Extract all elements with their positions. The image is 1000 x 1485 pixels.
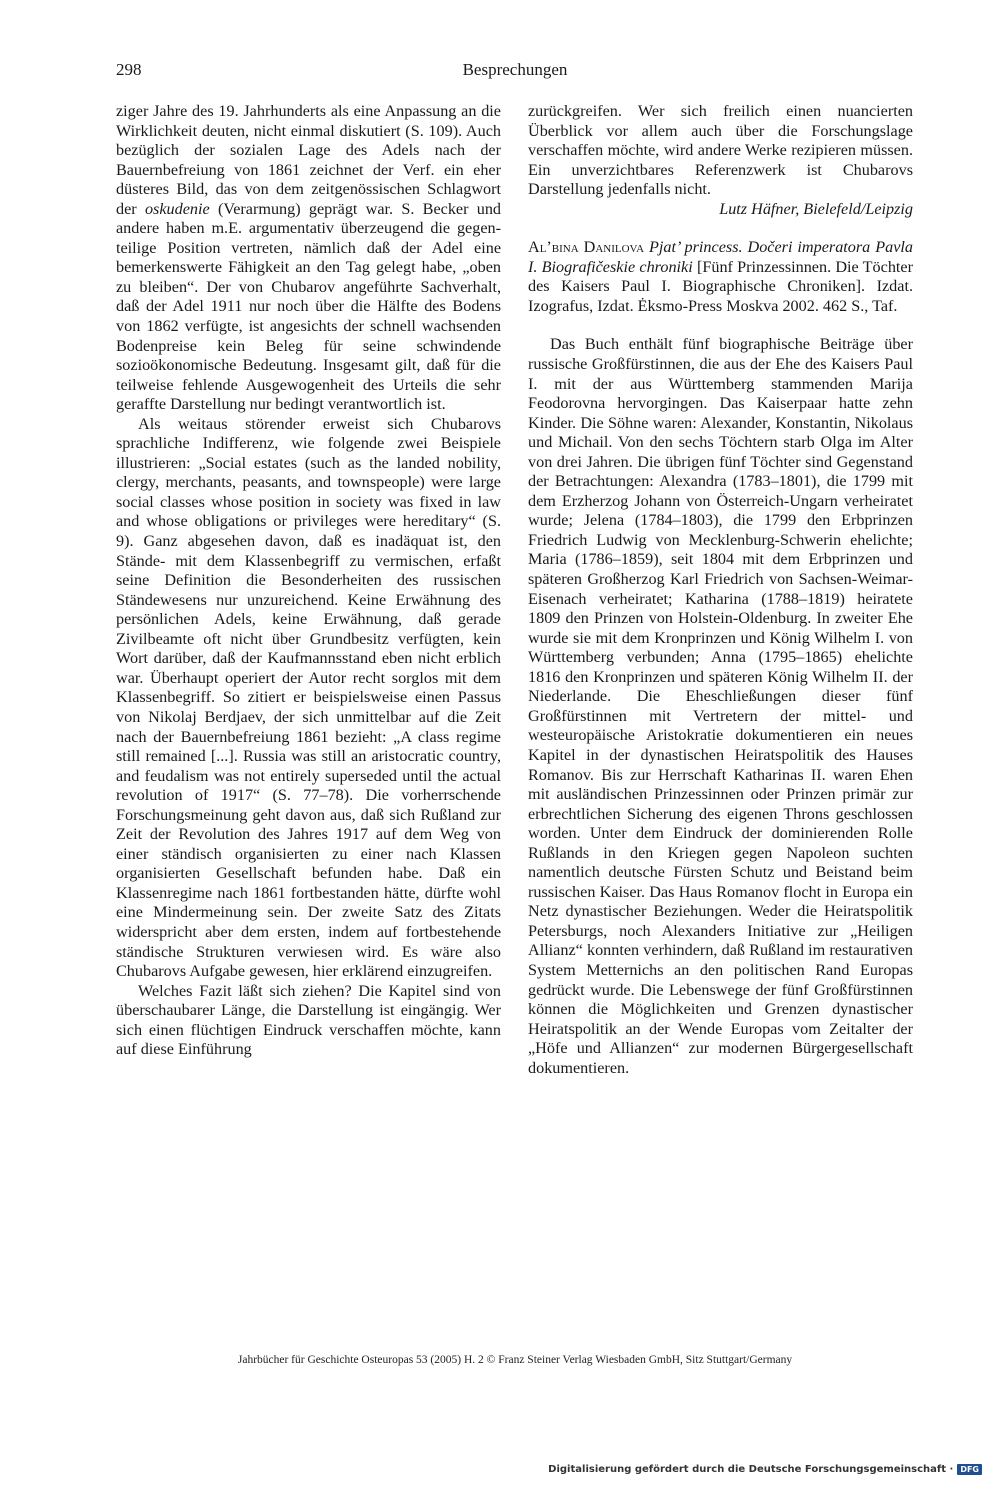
- dfg-logo-icon: DFG: [957, 1464, 982, 1475]
- left-paragraph-3: Welches Fazit läßt sich ziehen? Die Kapitel sind von überschaubarer Länge, die Darstellung ist eingängig. Wer sich einen flüchtigen Eindruck verschaffen möchte, kann auf diese Einführung: [116, 981, 501, 1059]
- dfg-text: Digitalisierung gefördert durch die Deutsche Forschungsgemeinschaft ·: [548, 1464, 954, 1475]
- reviewer-signature: Lutz Häfner, Bielefeld/Leipzig: [719, 199, 913, 218]
- left-p1-italic: oskudenie: [144, 199, 210, 218]
- left-column: [116, 102, 501, 1060]
- review-author: Al’bina Danilova: [528, 238, 645, 257]
- left-p1-end: (Verarmung) geprägt war. S. Becker und andere haben m.E. argumentativ überzeugend die gegenteilige Position vertreten, nämlich daß der Adel eine bemerkenswerte Fähigkeit an den Tag gelegt habe, „oben zu bleiben“. Der von Chubarov angeführte Sachverhalt, daß der Adel 1911 nur noch über die Hälfte des Bodens von 1862 verfügte, ist angesichts der schnell wachsenden Bodenpreise kein Beleg für seine schwindende sozioökonomische Bedeutung. Insgesamt gilt, daß für die teilweise fehlende Ausgewogenheit des Urteils die sehr geraffte Darstellung nur bedingt verantwortlich ist.: [116, 199, 502, 414]
- left-p1-text: ziger Jahre des 19. Jahrhunderts als eine Anpassung an die Wirklichkeit deuten, nicht einmal diskutiert (S. 109). Auch bezüglich der sozialen Lage des Adels nach der Bauernbefreiung von 1861 zeichnet der Verf. ein eher düsteres Bild, das von dem zeitgenössischen Schlagwort der: [116, 102, 501, 218]
- review-title: Pjat’ princess. Dočeri imperatora Pavla I. Biografičeskie chroniki: [528, 238, 913, 276]
- left-paragraph-1: [116, 102, 501, 415]
- right-paragraph-1: zurückgreifen. Wer sich freilich einen nuancierten Überblick vor allem auch über die Forschungslage verschaffen möchte, wird andere Werke rezipieren müssen. Ein unverzichtbares Referenzwerk ist Chubarovs Darstellung jedenfalls nicht.: [528, 102, 913, 199]
- journal-citation: Jahrbücher für Geschichte Osteuropas 53 (2005) H. 2 © Franz Steiner Verlag Wiesbaden GmbH, Sitz Stuttgart/Germany: [237, 1354, 793, 1366]
- dfg-funding-note: [548, 1464, 982, 1475]
- review-heading: [528, 238, 913, 316]
- review-details: [Fünf Prinzessinnen. Die Töchter des Kaisers Paul I. Biographische Chroniken]. Izdat. Izografus, Izdat. Ėksmo-Press Moskva 2002. 462 S., Taf.: [528, 257, 913, 315]
- left-paragraph-2: Als weitaus störender erweist sich Chubarovs sprachliche Indifferenz, wie folgende zwei Beispiele illustrieren: „Social estates (such as the landed nobility, clergy, merchants, peasants, and townspeople) were large social classes whose position in society was fixed in law and whose obligations or privileges were hereditary“ (S. 9). Ganz abgesehen davon, daß es inadäquat ist, den Stände- mit dem Klassenbegriff zu vermischen, erfaßt seine Definition die Besonderheiten des russischen Ständewesens nur unzureichend. Keine Erwähnung des persönlichen Adels, keine Erwähnung, daß gerade Zivilbeamte oft nicht über Grundbesitz verfügten, kein Wort darüber, daß der Kaufmannsstand eben nicht erblich war. Überhaupt operiert der Autor recht sorglos mit dem Klassenbegriff. So zitiert er beispielsweise einen Passus von Nikolaj Berdjaev, der sich unmittelbar auf die Zeit nach der Bauernbefreiung 1861 bezieht: „A class regime still remained [...]. Russia was still an aristocratic country, and feudalism was not entirely superseded until the actual revolution of 1917“ (S. 77–78). Die vorherrschende Forschungsmeinung geht davon aus, daß sich Rußland zur Zeit der Revolution des Jahres 1917 auf dem Weg von einer ständisch organisierten zu einer nach Klassen organisierten Gesellschaft befunden habe. Daß ein Klassenregime nach 1861 fortbestanden hätte, dürfte wohl eine Mindermeinung sein. Der zweite Satz des Zitats widerspricht aber dem ersten, indem auf fortbestehende ständische Strukturen verwiesen wird. Es wäre also Chubarovs Aufgabe gewesen, hier erklärend einzugreifen.: [116, 414, 501, 981]
- right-column: [528, 102, 913, 1078]
- running-head: Besprechungen: [462, 60, 568, 79]
- right-paragraph-2: Das Buch enthält fünf biographische Beiträge über russische Großfürstinnen, die aus der Ehe des Kaisers Paul I. mit der aus Württemberg stammenden Marija Feodorovna hervorgingen. Das Kaiserpaar hatte zehn Kinder. Die Söhne waren: Alexander, Konstantin, Nikolaus und Michail. Von den sechs Töchtern starb Olga im Alter von drei Jahren. Die übrigen fünf Töchter sind Gegenstand der Betrachtungen: Alexandra (1783–1801), die 1799 mit dem Erzherzog Johann von Österreich-Ungarn verheiratet wurde; Jelena (1784–1803), die 1799 den Erbprinzen Friedrich Ludwig von Mecklenburg-Schwerin ehelichte; Maria (1786–1859), seit 1804 mit dem Erbprinzen und späteren Großherzog Karl Friedrich von Sachsen-Weimar-Eisenach verheiratet; Katharina (1788–1819) heiratete 1809 den Prinzen von Holstein-Oldenburg. In zweiter Ehe wurde sie mit dem Kronprinzen und König Wilhelm I. von Württemberg verbunden; Anna (1795–1865) ehelichte 1816 den Kronprinzen und späteren König Wilhelm II. der Niederlande. Die Eheschließungen dieser fünf Großfürstinnen mit Vertretern der mittel- und westeuropäische Aristokratie dokumentieren ein neues Kapitel in der dynastischen Heiratspolitik des Hauses Romanov. Bis zur Herrschaft Katharinas II. waren Ehen mit ausländischen Prinzessinnen oder Prinzen primär zur erbrechtlichen Sicherung des eigenen Throns geschlossen worden. Unter dem Eindruck der dominierenden Rolle Rußlands in den Kriegen gegen Napoleon suchten namentlich deutsche Fürsten Schutz und Beistand beim russischen Kaiser. Das Haus Romanov flocht in Europa ein Netz dynastischer Beziehungen. Weder die Heiratspolitik Petersburgs, noch Alexanders Initiative zur „Heiligen Allianz“ konnten verhindern, daß Rußland im restaurativen System Metternichs an den politischen Rand Europas gedrückt wurde. Die Lebenswege der fünf Großfürstinnen können die Möglichkeiten und Grenzen dynastischer Heiratspolitik an der Wende Europas vom Zeitalter der „Höfe und Allianzen“ zur modernen Bürgergesellschaft dokumentieren.: [528, 335, 913, 1077]
- page-number: 298: [116, 60, 142, 79]
